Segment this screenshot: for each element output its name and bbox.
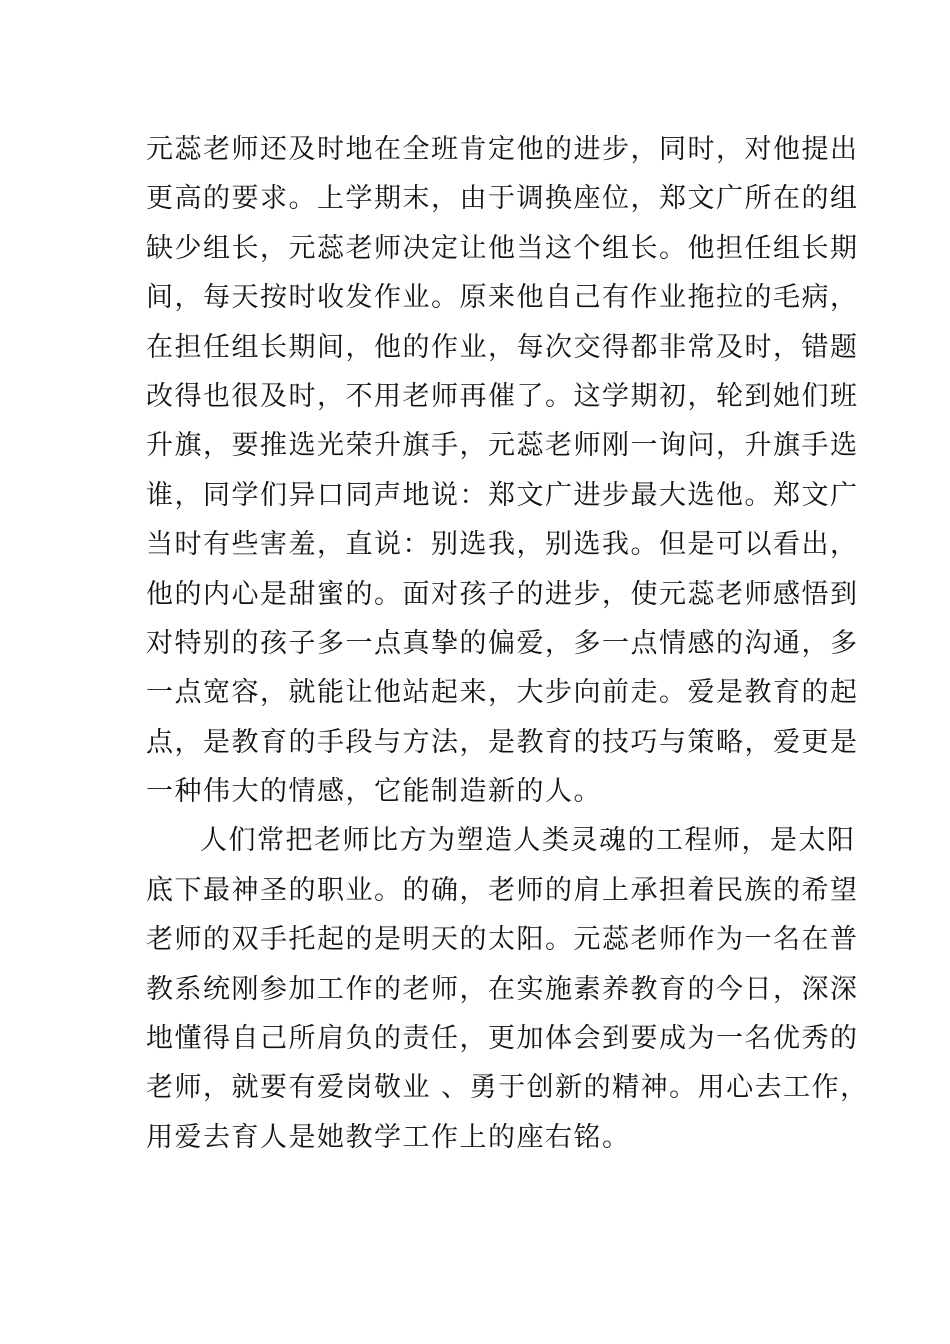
text-line: 他的内心是甜蜜的。面对孩子的进步，使元蕊老师感悟到 [146,578,859,610]
text-line: 间，每天按时收发作业。原来他自己有作业拖拉的毛病， [146,282,859,314]
text-line: 地懂得自己所肩负的责任，更加体会到要成为一名优秀的 [146,1023,859,1055]
text-line: 一种伟大的情感，它能制造新的人。 [146,776,602,808]
text-line: 谁，同学们异口同声地说：郑文广进步最大选他。郑文广 [146,479,859,511]
text-line: 底下最神圣的职业。的确，老师的肩上承担着民族的希望 [146,874,859,906]
text-line: 点，是教育的手段与方法，是教育的技巧与策略，爱更是 [146,726,859,758]
text-line: 升旗，要推选光荣升旗手，元蕊老师刚一询问，升旗手选 [146,430,859,462]
text-line: 更高的要求。上学期末，由于调换座位，郑文广所在的组 [146,183,859,215]
text-line: 当时有些害羞，直说：别选我，别选我。但是可以看出， [146,529,859,561]
paragraph-first-line: 人们常把老师比方为塑造人类灵魂的工程师，是太阳 [200,825,856,857]
body-text [146,125,869,1162]
text-line: 缺少组长，元蕊老师决定让他当这个组长。他担任组长期 [146,232,859,264]
text-line: 老师的双手托起的是明天的太阳。元蕊老师作为一名在普 [146,924,859,956]
text-line: 元蕊老师还及时地在全班肯定他的进步，同时，对他提出 [146,134,859,165]
text-line: 改得也很及时，不用老师再催了。这学期初，轮到她们班 [146,380,859,412]
text-line: 一点宽容，就能让他站起来，大步向前走。爱是教育的起 [146,677,859,709]
text-line: 教系统刚参加工作的老师，在实施素养教育的今日，深深 [146,973,859,1005]
text-line: 在担任组长期间，他的作业，每次交得都非常及时，错题 [146,331,859,363]
text-line: 用爱去育人是她教学工作上的座右铭。 [146,1121,631,1153]
text-line: 老师，就要有爱岗敬业 、勇于创新的精神。用心去工作， [146,1072,869,1104]
text-line: 对特别的孩子多一点真挚的偏爱，多一点情感的沟通，多 [146,627,859,659]
